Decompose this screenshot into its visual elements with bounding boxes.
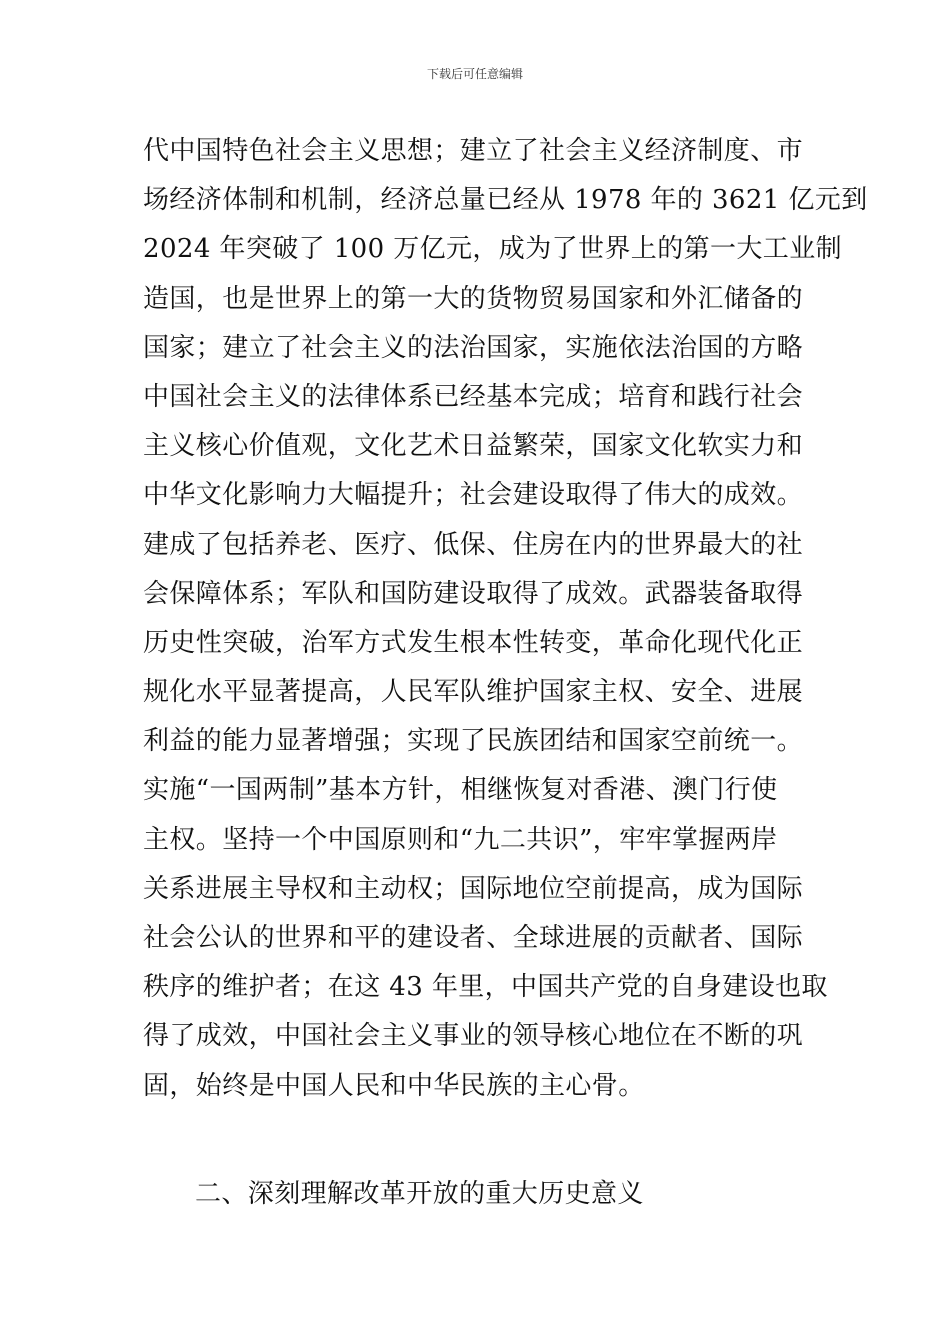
body-line: 秩序的维护者；在这 43 年里，中国共产党的自身建设也取 <box>143 972 828 1003</box>
page-header: 下载后可任意编辑 <box>426 67 523 81</box>
body-line: 造国，也是世界上的第一大的货物贸易国家和外汇储备的 <box>143 283 804 314</box>
body-line: 固，始终是中国人民和中华民族的主心骨。 <box>143 1070 645 1101</box>
body-line: 历史性突破，治军方式发生根本性转变，革命化现代化正 <box>143 627 804 658</box>
body-line: 主义核心价值观，文化艺术日益繁荣，国家文化软实力和 <box>143 431 804 462</box>
body-line: 关系进展主导权和主动权；国际地位空前提高，成为国际 <box>143 873 804 904</box>
body-line: 场经济体制和机制，经济总量已经从 1978 年的 3621 亿元到 <box>143 185 868 216</box>
body-line: 社会公认的世界和平的建设者、全球进展的贡献者、国际 <box>143 923 804 953</box>
body-line: 2024 年突破了 100 万亿元，成为了世界上的第一大工业制 <box>143 234 842 265</box>
body-line: 主权。坚持一个中国原则和“九二共识”，牢牢掌握两岸 <box>143 824 778 855</box>
body-line: 会保障体系；军队和国防建设取得了成效。武器装备取得 <box>143 578 804 609</box>
body-line: 国家；建立了社会主义的法治国家，实施依法治国的方略 <box>143 332 804 363</box>
body-line: 代中国特色社会主义思想；建立了社会主义经济制度、市 <box>143 136 804 166</box>
body-text <box>143 127 868 1111</box>
body-line: 中华文化影响力大幅提升；社会建设取得了伟大的成效。 <box>143 480 804 511</box>
body-line: 利益的能力显著增强；实现了民族团结和国家空前统一。 <box>143 726 804 757</box>
body-line: 中国社会主义的法律体系已经基本完成；培育和践行社会 <box>143 381 804 412</box>
body-line: 得了成效，中国社会主义事业的领导核心地位在不断的巩 <box>143 1021 804 1052</box>
body-line: 规化水平显著提高，人民军队维护国家主权、安全、进展 <box>143 677 804 708</box>
section-heading: 二、深刻理解改革开放的重大历史意义 <box>195 1179 644 1209</box>
body-line: 建成了包括养老、医疗、低保、住房在内的世界最大的社 <box>143 529 804 560</box>
body-line: 实施“一国两制”基本方针，相继恢复对香港、澳门行使 <box>143 775 778 806</box>
